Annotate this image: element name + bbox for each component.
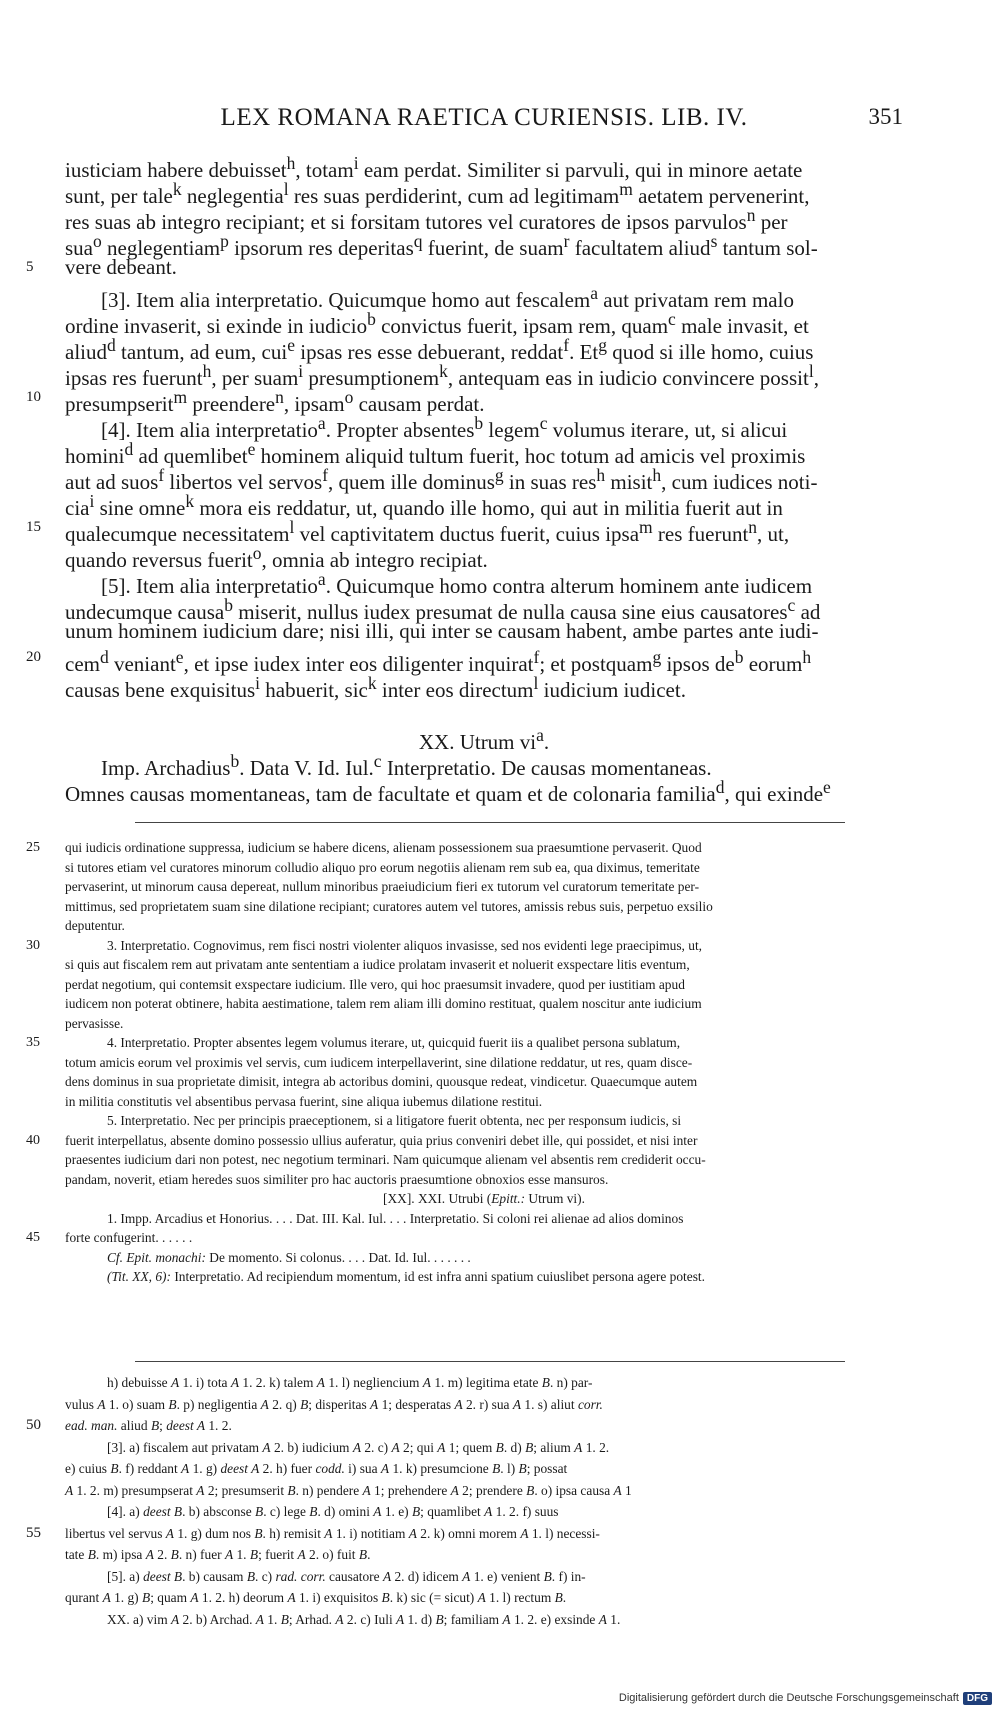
text-line (65, 722, 903, 754)
text-line (65, 358, 903, 390)
line-text: undecumque causa$^b$ miserit, nullus iudex presumat de nulla causa sine eius causatores$^c$ ad (65, 595, 821, 624)
line-text: e) cuius B. f) reddant A 1. g) deest A 2. h) fuer codd. i) sua A 1. k) presumcione B. l) B; possat (65, 1461, 568, 1476)
line-text: [5]. Item alia interpretatio$^a$. Quicumque homo contra alterum hominem ante iudicem (101, 569, 813, 598)
text-line (65, 176, 903, 208)
note-line (26, 936, 903, 956)
text-line (65, 228, 903, 260)
line-text: qualecumque necessitatem$^l$ vel captivitatem ductus fuerit, cuius ipsa$^m$ res fuerunt$^n$, ut, (65, 517, 790, 546)
line-text: [XX]. XXI. Utrubi (Epitt.: Utrum vi). (383, 1191, 585, 1206)
line-text: h) debuisse A 1. i) tota A 1. 2. k) talem A 1. l) negliencium A 1. m) legitima etate B. n) par- (107, 1375, 593, 1390)
apparatus-line (65, 1394, 903, 1416)
line-text: sunt, per tale$^k$ neglegentia$^l$ res suas perdiderint, cum ad legitimam$^m$ aetatem pervenerint, (65, 179, 810, 208)
line-number: 15 (26, 519, 41, 535)
line-text: sua$^o$ neglegentiam$^p$ ipsorum res deperitas$^q$ fuerint, de suam$^r$ facultatem aliud$^s$ tantum sol- (65, 231, 818, 260)
note-line (65, 1170, 903, 1190)
line-text: presumpserit$^m$ preendere$^n$, ipsam$^o$ causam perdat. (65, 387, 485, 416)
text-line (65, 488, 903, 520)
line-text: pervasisse. (65, 1015, 124, 1031)
text-line (26, 514, 903, 546)
note-line (65, 897, 903, 917)
separator-rule (135, 822, 845, 823)
line-text: qurant A 1. g) B; quam A 1. 2. h) deorum A 1. i) exquisitos B. k) sic (= sicut) A 1. l) rectum B. (65, 1590, 567, 1605)
line-text: cia$^i$ sine omne$^k$ mora eis reddatur, ut, quando ille homo, qui aut in militia fuerit aut in (65, 491, 783, 520)
text-line (65, 618, 903, 644)
text-line (65, 748, 903, 780)
line-text: ead. man. aliud B; deest A 1. 2. (65, 1418, 232, 1433)
line-text: cem$^d$ veniant$^e$, et ipse iudex inter eos diligenter inquirat$^f$; et postquam$^g$ ipsos $de^b$ eorum$^h$ (65, 647, 812, 676)
line-text: aliud$^d$ tantum, ad eum, cui$^e$ ipsas res esse debuerant, reddat$^f$. Et$^g$ quod si ille homo, cuius (65, 335, 814, 364)
note-line (26, 1131, 903, 1151)
note-line (26, 838, 903, 858)
line-text: 1. Impp. Arcadius et Honorius. . . . Dat. III. Kal. Iul. . . . Interpretatio. Si coloni rei alienae ad alios dominos (107, 1210, 684, 1226)
line-number: 20 (26, 649, 41, 665)
text-line (65, 202, 903, 234)
line-text: mittimus, sed proprietatem suam sine dilatione recipiant; curatores autem vel tutores, amissis rebus suis, perpetuo exsilio (65, 898, 713, 914)
line-text: [4]. a) deest B. b) absconse B. c) lege B. d) omini A 1. e) B; quamlibet A 1. 2. f) suus (107, 1504, 559, 1519)
line-text: si tutores etiam vel curatores minorum colludio aliquo pro eorum negotiis alienam rem sub ea, qua diximus, temeritate (65, 859, 700, 875)
text-line (65, 592, 903, 624)
line-text: tate B. m) ipsa A 2. B. n) fuer A 1. B; fuerit A 2. o) fuit B. (65, 1547, 371, 1562)
line-text: aut ad suos$^f$ libertos vel servos$^f$, quem ille dominus$^g$ in suas res$^h$ misit$^h$, cum iudices noti- (65, 465, 818, 494)
line-text: causas bene exquisitus$^i$ habuerit, sic$^k$ inter eos directum$^l$ iudicium iudicet. (65, 673, 686, 702)
line-text: [3]. Item alia interpretatio. Quicumque homo aut fescalem$^a$ aut privatam rem malo (101, 283, 794, 312)
text-line (65, 566, 903, 598)
line-number: 30 (26, 937, 40, 953)
page-number: 351 (868, 104, 903, 129)
note-line (65, 1209, 903, 1229)
line-text: fuerit interpellatus, absente domino possessio ullius auferatur, quia prius conveniri debet ille, qui possidet, et nisi inter (65, 1132, 698, 1148)
line-text: XX. a) vim A 2. b) Archad. A 1. B; Arhad. A 2. c) Iuli A 1. d) B; familiam A 1. 2. e) exsinde A 1. (107, 1611, 621, 1627)
note-line (65, 1072, 903, 1092)
line-text: unum hominem iudicium dare; nisi illi, qui inter se causam habent, ambe partes ante iudi- (65, 619, 819, 643)
text-line (26, 644, 903, 676)
line-text: totum amicis eorum vel proximis vel servis, cum iudicem interpellaverint, sine dilatione reddatur, ut res, quam disce- (65, 1054, 693, 1070)
apparatus-line (65, 1544, 903, 1566)
text-line (26, 254, 903, 280)
line-text: Cf. Epit. monachi: De momento. Si colonus. . . . Dat. Id. Iul. . . . . . . (107, 1249, 471, 1265)
note-line (65, 975, 903, 995)
critical-apparatus (26, 1372, 903, 1630)
note-line (65, 916, 903, 936)
line-number: 5 (26, 259, 34, 275)
line-text: [5]. a) deest B. b) causam B. c) rad. corr. causatore A 2. d) idicem A 1. e) venient B. f) in- (107, 1568, 586, 1584)
line-text: iusticiam habere debuisset$^h$, totam$^i$ eam perdat. Similiter si parvuli, qui in minore aetate (65, 153, 803, 182)
line-text: forte confugerint. . . . . . (65, 1230, 193, 1245)
note-line (65, 858, 903, 878)
text-line (65, 540, 903, 572)
text-line (65, 670, 903, 702)
line-text: vere debeant. (65, 255, 177, 279)
line-text: (Tit. XX, 6): Interpretatio. Ad recipiendum momentum, id est infra anni spatium cuiuslibet persona agere potest. (107, 1269, 705, 1284)
line-text: pervaserint, ut minorum causa depereat, nullum minoribus praeiudicium fieri ex tutorum vel curatorum temeritate per- (65, 879, 700, 894)
line-text: perdat negotium, qui contemsit exspectare iudicium. Ille vero, qui hoc praesumsit invadere, quod per iustitiam apud (65, 976, 685, 992)
line-text: Omnes causas momentaneas, tam de facultate et quam et de colonaria familia$^d$, qui exinde$^e$ (65, 777, 831, 806)
line-number: 25 (26, 840, 40, 855)
dfg-logo: DFG (963, 1692, 992, 1705)
line-number: 35 (26, 1035, 40, 1050)
line-text: res suas ab integro recipiant; et si forsitam tutores vel curatores de ipsos parvulos$^n$ per (65, 205, 788, 234)
note-line (65, 1189, 903, 1209)
text-line (65, 332, 903, 364)
main-text (26, 150, 903, 806)
commentary-notes (26, 838, 903, 1287)
note-line (65, 1053, 903, 1073)
line-text: praesentes iudicium dari non potest, nec negotium terminari. Nam quicumque alienam vel absentis rem crediderit occu- (65, 1152, 706, 1167)
apparatus-line (65, 1587, 903, 1609)
separator-rule-critical (135, 1361, 845, 1362)
text-line (65, 280, 903, 312)
line-number: 50 (26, 1417, 41, 1433)
line-text: iudicem non poterat obtinere, habita aestimatione, talem rem aliam illi domino restituat, qualem noscitur ante iudicium (65, 996, 702, 1011)
note-line (65, 994, 903, 1014)
note-line (65, 1014, 903, 1034)
apparatus-line (65, 1609, 903, 1631)
line-number: 40 (26, 1132, 40, 1148)
text-line (65, 462, 903, 494)
note-line (65, 1267, 903, 1287)
apparatus-line (65, 1480, 903, 1502)
text-line (65, 774, 903, 806)
line-text: dens dominus in sua proprietate dimisit, integra ab actoribus domini, quousque redeat, vindicetur. Quaecumque autem (65, 1074, 698, 1089)
line-text: XX. Utrum $vi^a$. (418, 725, 550, 754)
line-text: 3. Interpretatio. Cognovimus, rem fisci nostri violenter aliquos invasisse, sed nos evidenti lege praecipimus, ut, (107, 937, 703, 953)
line-text: libertus vel servus A 1. g) dum nos B. h) remisit A 1. i) notitiam A 2. k) omni morem A 1. l) necessi- (65, 1525, 600, 1541)
note-line (65, 1150, 903, 1170)
apparatus-line (26, 1523, 903, 1545)
line-number: 10 (26, 389, 41, 405)
note-line (26, 1033, 903, 1053)
line-text: qui iudicis ordinatione suppressa, iudicium se habere dicens, alienam possessionem sua praesumtione pervaserit. Quod (65, 840, 702, 855)
apparatus-line (26, 1415, 903, 1437)
note-line (65, 1248, 903, 1268)
note-line (65, 955, 903, 975)
line-number: 45 (26, 1230, 40, 1245)
text-line (65, 150, 903, 182)
text-line (26, 384, 903, 416)
apparatus-line (65, 1566, 903, 1588)
text-line (65, 696, 903, 722)
line-text: 5. Interpretatio. Nec per principis praeceptionem, si a litigatore fuerit obtenta, nec per responsum iudicis, si (107, 1113, 682, 1128)
text-line (65, 410, 903, 442)
line-text: A 1. 2. m) presumpserat A 2; presumserit B. n) pendere A 1; prehendere A 2; prendere B. o) ipsa causa A 1 (65, 1482, 632, 1498)
text-line (65, 306, 903, 338)
note-line (65, 1092, 903, 1112)
line-number: 55 (26, 1524, 41, 1541)
apparatus-line (65, 1372, 903, 1394)
footer-credit: Digitalisierung gefördert durch die Deutsche Forschungsgemeinschaft (618, 1692, 959, 1704)
running-title: LEX ROMANA RAETICA CURIENSIS. LIB. IV. (220, 104, 748, 131)
text-line (65, 436, 903, 468)
note-line (65, 1111, 903, 1131)
apparatus-line (65, 1458, 903, 1480)
page-header (65, 100, 903, 136)
line-text: 4. Interpretatio. Propter absentes legem volumus iterare, ut, quicquid fuerit iis a qualibet persona sublatum, (107, 1035, 681, 1050)
note-line (26, 1228, 903, 1248)
line-text: deputentur. (65, 918, 125, 933)
apparatus-line (65, 1501, 903, 1523)
line-text: si quis aut fiscalem rem aut privatam ante sententiam a iudice prolatam invaserit et noluerit exspectare litis eventum, (65, 957, 690, 972)
line-text: [4]. Item alia interpretatio$^a$. Propter absentes$^b$ legem$^c$ volumus iterare, ut, si alicui (101, 413, 788, 442)
line-text: [3]. a) fiscalem aut privatam A 2. b) iudicium A 2. c) A 2; qui A 1; quem B. d) B; alium A 1. 2. (107, 1439, 610, 1455)
note-line (65, 877, 903, 897)
line-text: homini$^d$ ad quemlibet$^e$ hominem aliquid tultum fuerit, hoc totum ad amicis vel proximis (65, 439, 806, 468)
line-text: in militia constitutis vel absentibus pervasa fuerint, sine aliqua iubemus dilatione restitui. (65, 1093, 543, 1109)
footer (619, 1688, 992, 1708)
line-text: ordine invaserit, si exinde in iudicio$^b$ convictus fuerit, ipsam rem, quam$^c$ male invasit, et (65, 309, 809, 338)
line-text: pandam, noverit, etiam heredes suos similiter pro hac auctoris praesumtione obnoxios esse mansuros. (65, 1171, 609, 1187)
line-text: ipsas res fuerunt$^h$, per suam$^i$ presumptionem$^k$, antequam eas in iudicio convincere possit$^l$, (65, 361, 819, 390)
line-text: quando reversus fuerit$^o$, omnia ab integro recipiat. (65, 543, 488, 572)
line-text: vulus A 1. o) suam B. p) negligentia A 2. q) B; disperitas A 1; desperatas A 2. r) sua A 1. s) aliut corr. (65, 1396, 603, 1412)
apparatus-line (65, 1437, 903, 1459)
line-text: Imp. Archadius$^b$. Data V. Id. Iul.$^c$ Interpretatio. De causas momentaneas. (101, 751, 712, 780)
